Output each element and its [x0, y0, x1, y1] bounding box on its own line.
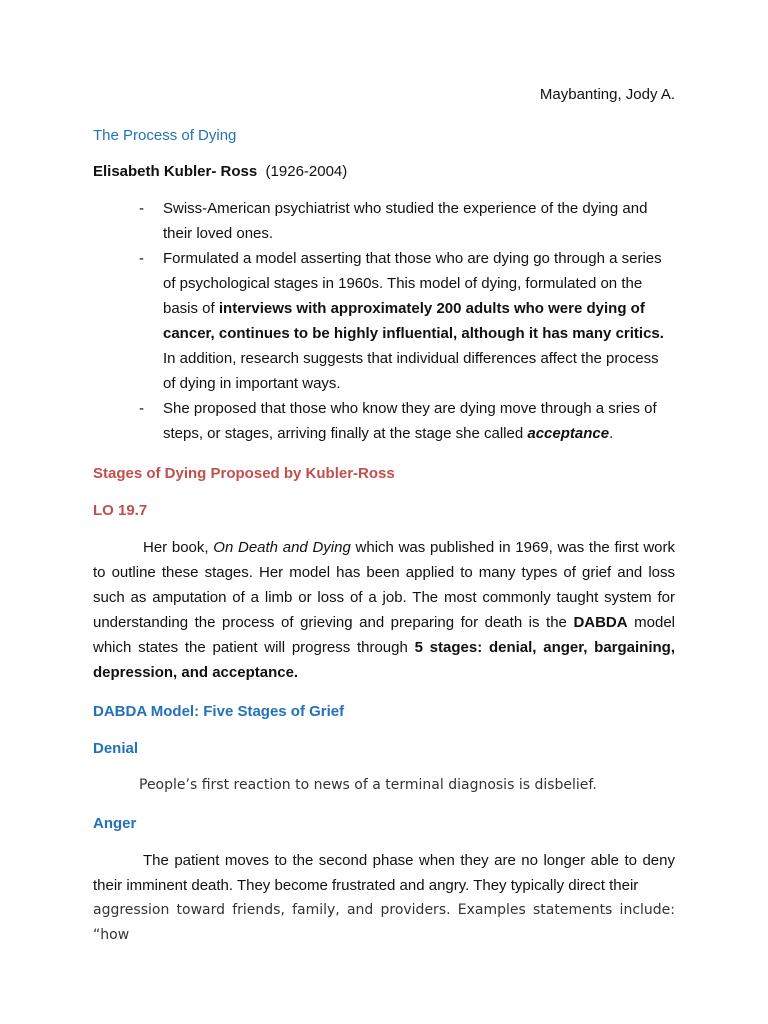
bullet-list-container	[93, 196, 675, 446]
text-segment: Formulated a model asserting that those who are dying go through a series of psychological stages in 1960s. This model of dying, formulated on the basis of	[163, 250, 662, 317]
text-segment: Her book,	[143, 539, 214, 556]
intro-paragraph	[93, 535, 675, 685]
intro-paragraph-container	[93, 535, 675, 685]
anger-text-tail: aggression toward friends, family, and providers. Examples statements include: “how	[93, 902, 675, 943]
bullet-item	[93, 196, 675, 246]
text-segment: model which states the patient will progress through	[93, 614, 675, 656]
person-name: Elisabeth Kubler- Ross	[93, 163, 258, 180]
text-segment: She proposed that those who know they are dying move through a sries of steps, or stages, arriving finally at the stage she called	[163, 400, 657, 442]
author-name: Maybanting, Jody A.	[539, 86, 675, 103]
person-line	[93, 159, 675, 184]
lo-label: LO 19.7	[93, 502, 148, 519]
text-segment: 5 stages: denial, anger, bargaining, depression, and acceptance.	[93, 639, 675, 681]
denial-text: People’s first reaction to news of a terminal diagnosis is disbelief.	[139, 777, 597, 793]
text-segment: In addition, research suggests that individual differences affect the process of dying in important ways.	[163, 350, 659, 392]
text-segment: On Death and Dying	[213, 539, 351, 556]
page-title: The Process of Dying	[93, 127, 237, 144]
bullet-list	[93, 196, 675, 446]
denial-heading: Denial	[93, 740, 139, 757]
anger-heading: Anger	[93, 815, 137, 832]
text-segment: Swiss-American psychiatrist who studied the experience of the dying and their loved ones.	[163, 200, 648, 242]
model-heading: DABDA Model: Five Stages of Grief	[93, 703, 345, 720]
text-segment: acceptance	[527, 425, 610, 442]
text-segment: which was published in 1969, was the first work to outline these stages. Her model has been applied to many types of grief and loss such as amputation of a limb or loss of a job. The most commonly taught system for understanding the process of grieving and preparing for death is the	[93, 539, 676, 631]
bullet-item	[93, 246, 675, 396]
person-years: (1926-2004)	[265, 163, 348, 180]
text-segment: .	[609, 425, 614, 442]
dash-bullet-icon: -	[139, 200, 144, 217]
bullet-item	[93, 396, 675, 446]
denial-text-container	[93, 773, 675, 798]
dash-bullet-icon: -	[139, 250, 144, 267]
anger-text-container	[93, 848, 675, 948]
stages-heading: Stages of Dying Proposed by Kubler-Ross	[93, 465, 395, 482]
dash-bullet-icon: -	[139, 400, 144, 417]
anger-text: The patient moves to the second phase when they are no longer able to deny their imminent death. They become frustrated and angry. They typically direct their	[93, 852, 675, 894]
text-segment: interviews with approximately 200 adults who were dying of cancer, continues to be highly influential, although it has many critics.	[163, 300, 664, 342]
text-segment: DABDA	[573, 614, 628, 631]
